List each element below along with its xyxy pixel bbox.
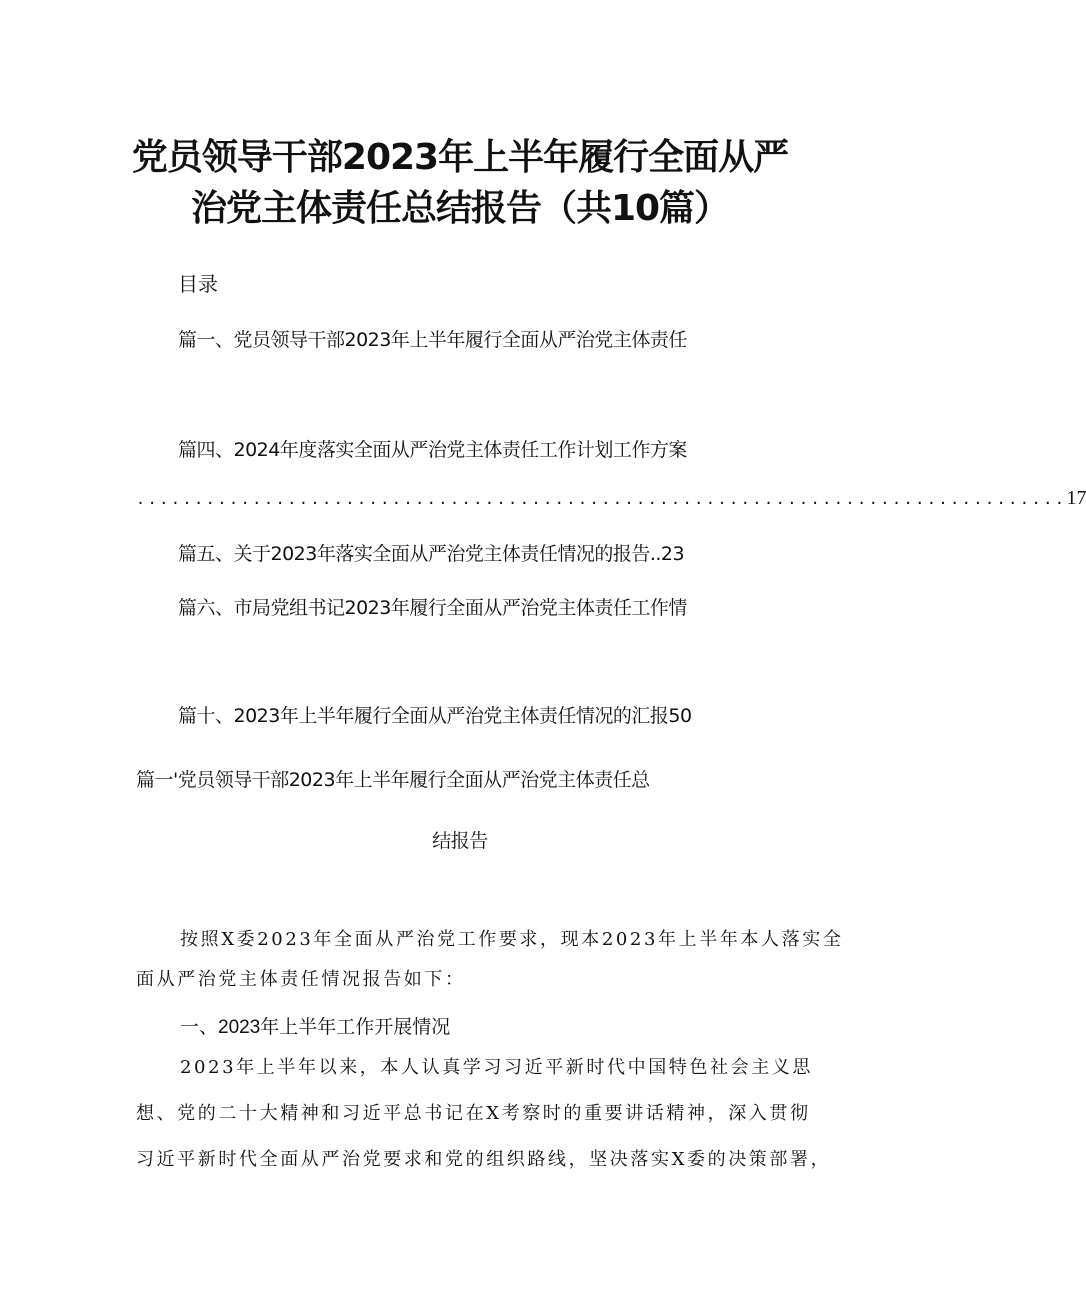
- toc-item-6[interactable]: 篇六、市局党组书记2023年履行全面从严治党主体责任工作情: [178, 597, 687, 619]
- toc-dot-leader: ................................................................................: [136, 490, 1067, 508]
- toc-item-10[interactable]: 篇十、2023年上半年履行全面从严治党主体责任情况的汇报50: [178, 705, 692, 727]
- paragraph-2-line-3: 习近平新时代全面从严治党要求和党的组织路线，坚决落实X委的决策部署，: [136, 1149, 832, 1170]
- section-title-line-1: 篇一'党员领导干部2023年上半年履行全面从严治党主体责任总: [136, 769, 650, 791]
- toc-item-4-leader-row[interactable]: [136, 484, 1086, 513]
- document-title-line-1: 党员领导干部2023年上半年履行全面从严: [131, 137, 789, 178]
- section-title-line-2: 结报告: [432, 830, 488, 852]
- paragraph-2-line-1: 2023年上半年以来，本人认真学习习近平新时代中国特色社会主义思: [180, 1057, 814, 1078]
- toc-item-5[interactable]: 篇五、关于2023年落实全面从严治党主体责任情况的报告..23: [178, 543, 685, 565]
- toc-page-number: 17: [1066, 487, 1086, 509]
- paragraph-1-line-1: 按照X委2023年全面从严治党工作要求，现本2023年上半年本人落实全: [180, 929, 844, 950]
- toc-item-1[interactable]: 篇一、党员领导干部2023年上半年履行全面从严治党主体责任: [178, 329, 687, 351]
- document-title-line-2: 治党主体责任总结报告（共10篇）: [190, 188, 730, 229]
- paragraph-2-line-2: 想、党的二十大精神和习近平总书记在X考察时的重要讲话精神，深入贯彻: [136, 1103, 811, 1124]
- toc-item-4[interactable]: 篇四、2024年度落实全面从严治党主体责任工作计划工作方案: [178, 439, 687, 461]
- paragraph-1-line-2: 面从严治党主体责任情况报告如下：: [136, 969, 466, 990]
- toc-heading: 目录: [178, 272, 218, 296]
- section-heading-1: 一、2023年上半年工作开展情况: [180, 1017, 451, 1038]
